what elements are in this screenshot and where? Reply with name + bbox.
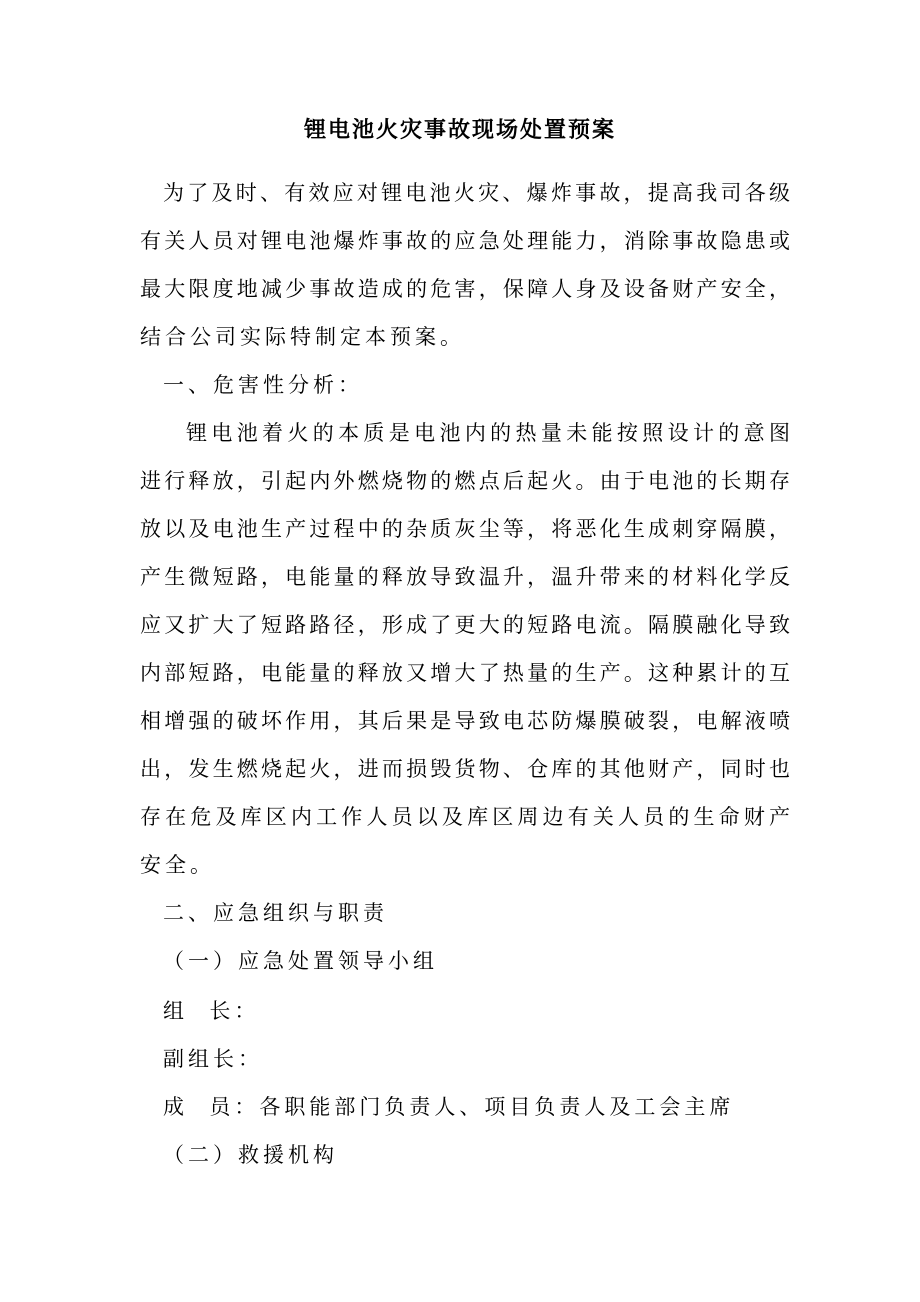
- paragraph-line: 出，发生燃烧起火，进而损毁货物、仓库的其他财产，同时也: [140, 757, 790, 781]
- paragraph-line: 存在危及库区内工作人员以及库区周边有关人员的生命财产: [140, 805, 790, 829]
- section-heading: 一、危害性分析：: [163, 373, 363, 397]
- subsection-heading: （二）救援机构: [163, 1143, 338, 1167]
- members-line: 成 员：各职能部门负责人、项目负责人及工会主席: [163, 1095, 735, 1119]
- paragraph-line: 为了及时、有效应对锂电池火灾、爆炸事故，提高我司各级: [163, 181, 790, 205]
- paragraph-line: 结合公司实际特制定本预案。: [140, 325, 465, 349]
- paragraph-line: 安全。: [140, 853, 215, 877]
- paragraph-line: 最大限度地减少事故造成的危害，保障人身及设备财产安全，: [140, 277, 790, 301]
- paragraph-line: 内部短路，电能量的释放又增大了热量的生产。这种累计的互: [140, 661, 790, 685]
- paragraph-line: 放以及电池生产过程中的杂质灰尘等，将恶化生成刺穿隔膜，: [140, 517, 790, 541]
- paragraph-line: 进行释放，引起内外燃烧物的燃点后起火。由于电池的长期存: [140, 469, 790, 493]
- paragraph-line: 锂电池着火的本质是电池内的热量未能按照设计的意图: [186, 421, 790, 445]
- team-leader-line: 组 长：: [163, 999, 260, 1023]
- paragraph-line: 有关人员对锂电池爆炸事故的应急处理能力，消除事故隐患或: [140, 229, 790, 253]
- paragraph-line: 相增强的破坏作用，其后果是导致电芯防爆膜破裂，电解液喷: [140, 709, 790, 733]
- paragraph-line: 产生微短路，电能量的释放导致温升，温升带来的材料化学反: [140, 565, 790, 589]
- document-title: 锂电池火灾事故现场处置预案: [303, 117, 616, 143]
- paragraph-line: 应又扩大了短路路径，形成了更大的短路电流。隔膜融化导致: [140, 613, 790, 637]
- subsection-heading: （一）应急处置领导小组: [163, 949, 438, 973]
- section-heading: 二、应急组织与职责: [163, 901, 388, 925]
- deputy-leader-line: 副组长：: [163, 1047, 263, 1071]
